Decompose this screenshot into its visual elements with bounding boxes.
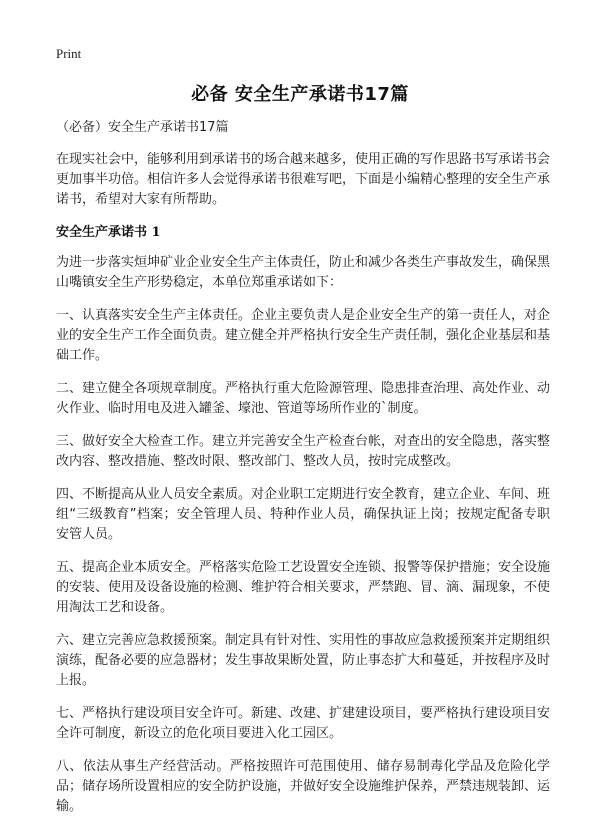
paragraph-item-3: 三、做好安全大检查工作。建立并完善安全生产检查台帐，对查出的安全隐患，落实整改内容、整改措施、整改时限、整改部门、整改人员，按时完成整改。: [56, 434, 551, 469]
paragraph-item-5: 五、提高企业本质安全。严格落实危险工艺设置安全连锁、报警等保护措施；安全设施的安装、使用及设备设施的检测、维护符合相关要求，严禁跑、冒、滴、漏现象，不使用淘汰工艺和设备。: [56, 560, 551, 615]
section-heading: 安全生产承诺书 1: [56, 225, 161, 240]
paragraph-item-2: 二、建立健全各项规章制度。严格执行重大危险源管理、隐患排查治理、高处作业、动火作业、临时用电及进入罐釜、壕池、管道等场所作业的`制度。: [56, 381, 551, 416]
document-body: [56, 118, 550, 830]
paragraph-item-1: 一、认真落实安全生产主体责任。企业主要负责人是企业安全生产的第一责任人，对企业的安全生产工作全面负责。建立健全并严格执行安全生产责任制，强化企业基层和基础工作。: [56, 308, 551, 363]
paragraph-item-7: 七、严格执行建设项目安全许可。新建、改建、扩建建设项目，要严格执行建设项目安全许可制度，新设立的危化项目要进入化工园区。: [56, 706, 551, 741]
print-link[interactable]: Print: [56, 46, 82, 61]
document-subtitle: （必备）安全生产承诺书17篇: [56, 120, 229, 135]
paragraph-item-8: 八、依法从事生产经营活动。严格按照许可范围使用、储存易制毒化学品及危险化学品；储存场所设置相应的安全防护设施，并做好安全设施维护保养，严禁违规装卸、运输。: [56, 759, 551, 814]
paragraph-preamble: 为进一步落实烜坤矿业企业安全生产主体责任，防止和减少各类生产事故发生，确保黑山嘴镇安全生产形势稳定，本单位郑重承诺如下：: [56, 255, 551, 290]
paragraph-item-6: 六、建立完善应急救援预案。制定具有针对性、实用性的事故应急救援预案并定期组织演练，配备必要的应急器材；发生事故果断处置，防止事态扩大和蔓延，并按程序及时上报。: [56, 633, 551, 688]
page-title: 必备 安全生产承诺书17篇: [191, 84, 409, 105]
intro-paragraph: 在现实社会中，能够利用到承诺书的场合越来越多，使用正确的写作思路书写承诺书会更加事半功倍。相信许多人会觉得承诺书很难写吧，下面是小编精心整理的安全生产承诺书，希望对大家有所帮助。: [56, 152, 551, 207]
paragraph-item-4: 四、不断提高从业人员安全素质。对企业职工定期进行安全教育，建立企业、车间、班组“三级教育”档案；安全管理人员、特种作业人员，确保执证上岗；按规定配备专职安管人员。: [56, 487, 551, 542]
